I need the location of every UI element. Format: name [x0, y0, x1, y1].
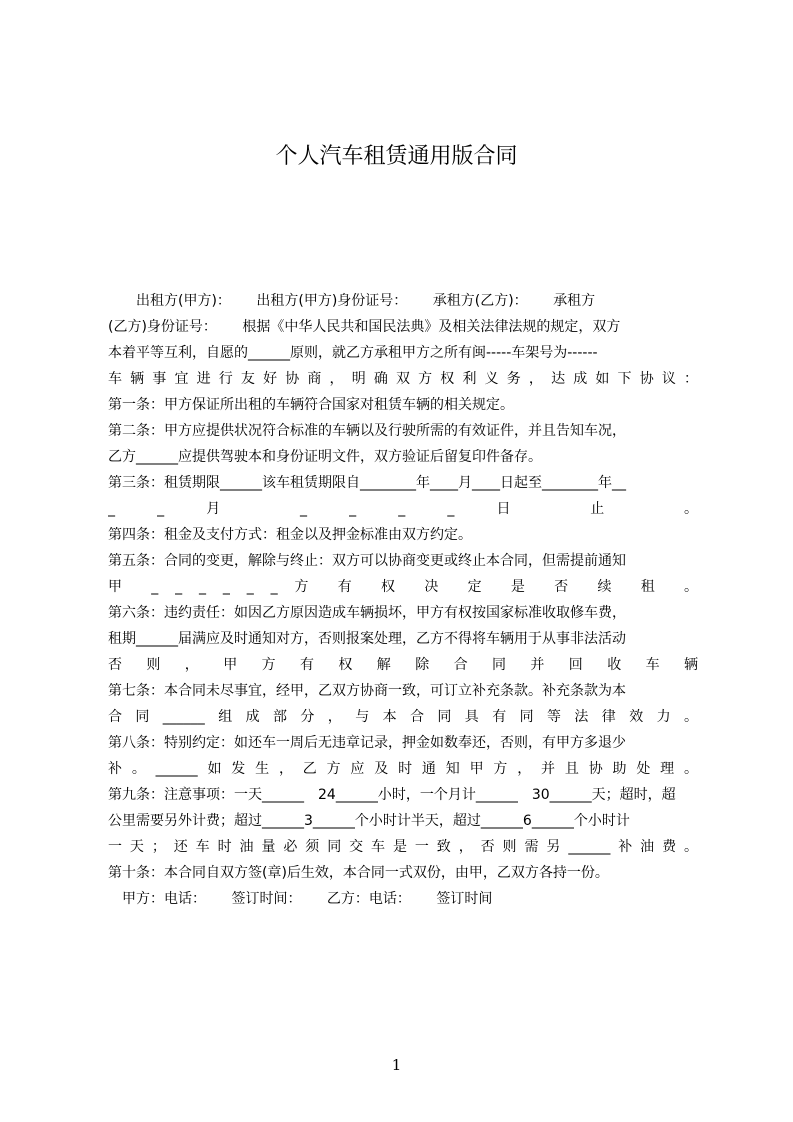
paragraph-line: 补。______如发生，乙方应及时通知甲方，并且协助处理。: [108, 761, 698, 777]
paragraph-line: 一天；还车时油量必须同交车是一致，否则需另______补油费。: [108, 839, 698, 855]
contract-body: [108, 288, 698, 912]
paragraph-line: 租期______届满应及时通知对方，否则报案处理，乙方不得将车辆用于从事非法活动: [108, 631, 626, 647]
clause-10: 第十条：本合同自双方签(章)后生效，本合同一式双份，由甲，乙双方各持一份。: [108, 865, 609, 881]
paragraph-line: 车辆事宜进行友好协商，明确双方权利义务，达成如下协议：: [108, 371, 698, 387]
clause-4: 第四条：租金及支付方式：租金以及押金标准由双方约定。: [108, 527, 472, 543]
paragraph-line: (乙方)身份证号： 根据《中华人民共和国民法典》及相关法律法规的规定，双方: [108, 319, 621, 335]
paragraph-line: 本着平等互利，自愿的______原则，就乙方承租甲方之所有闽-----车架号为------: [108, 345, 598, 361]
document-title: 个人汽车租赁通用版合同: [275, 144, 518, 169]
paragraph-line: 公里需要另外计费；超过______3______个小时计半天，超过______6______个小时计: [108, 813, 630, 829]
signature-line: 甲方：电话： 签订时间： 乙方：电话： 签订时间: [108, 891, 493, 907]
clause-9: 第九条：注意事项：一天______ 24______小时，一个月计______ 30______天；超时，超: [108, 787, 676, 803]
clause-2: 第二条：甲方应提供状况符合标准的车辆以及行驶所需的有效证件，并且告知车况，: [108, 423, 626, 439]
paragraph-line: 乙方______应提供驾驶本和身份证明文件，双方验证后留复印件备存。: [108, 449, 542, 465]
paragraph-line: _ _ 月 _ _ _ _ 日 止 。: [108, 501, 698, 517]
page-number: 1: [391, 1056, 402, 1074]
paragraph-line: 合同______组成部分，与本合同具有同等法律效力。: [108, 709, 698, 725]
clause-8: 第八条：特别约定：如还车一周后无违章记录，押金如数奉还，否则，有甲方多退少: [108, 735, 626, 751]
clause-6: 第六条：违约责任：如因乙方原因造成车辆损坏，甲方有权按国家标准收取修车费，: [108, 605, 626, 621]
clause-3: 第三条：租赁期限______该车租赁期限自________年____月____日起至________年__: [108, 475, 626, 491]
paragraph-line: 否 则 ， 甲 方 有 权 解 除 合 同 并 回 收 车 辆: [108, 657, 698, 673]
paragraph-line: 出租方(甲方)： 出租方(甲方)身份证号： 承租方(乙方)： 承租方: [108, 293, 596, 309]
clause-1: 第一条：甲方保证所出租的车辆符合国家对租赁车辆的相关规定。: [108, 397, 514, 413]
clause-7: 第七条：本合同未尽事宜，经甲，乙双方协商一致，可订立补充条款。补充条款为本: [108, 683, 626, 699]
paragraph-line: 甲 _ _ _ _ _ _ 方 有 权 决 定 是 否 续 租 。: [108, 579, 698, 595]
clause-5: 第五条：合同的变更，解除与终止：双方可以协商变更或终止本合同，但需提前通知: [108, 553, 626, 569]
